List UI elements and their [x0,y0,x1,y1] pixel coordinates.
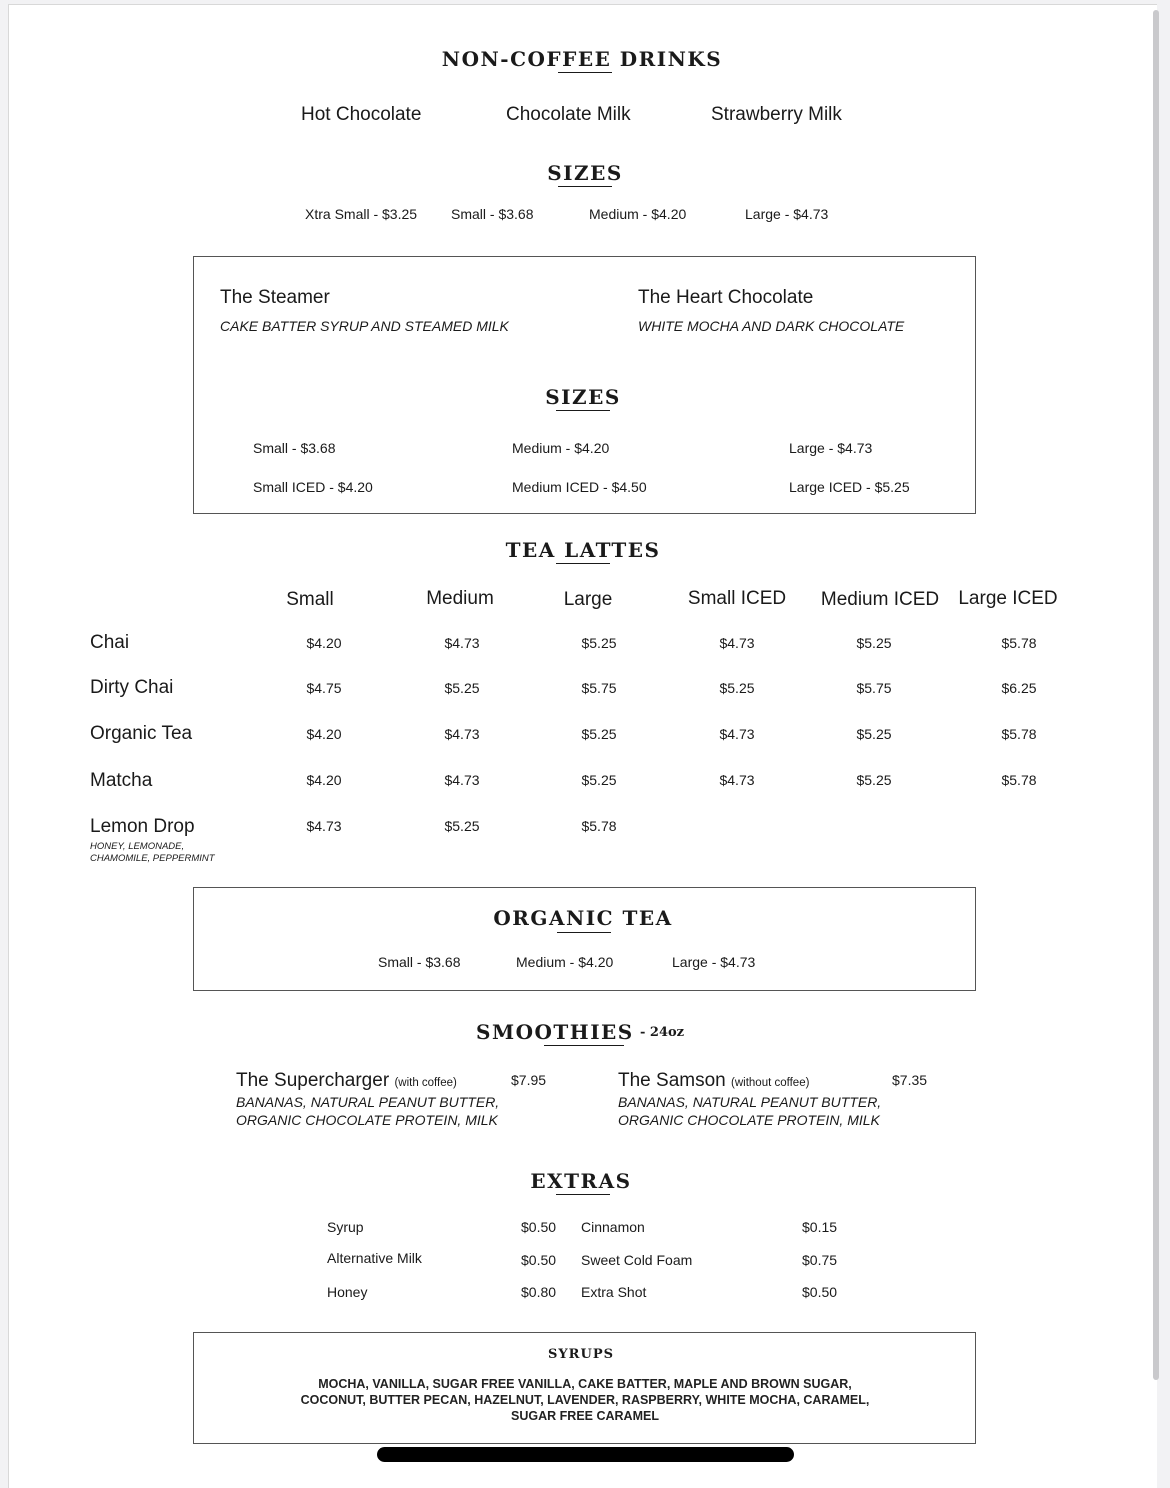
tea-price: $5.75 [856,680,892,696]
title-underline [558,186,612,187]
special-size-medium-iced: Medium ICED - $4.50 [512,479,647,495]
organic-tea-box [193,887,976,991]
special-heart-chocolate-name: The Heart Chocolate [638,287,814,308]
extra-price: $0.50 [521,1252,557,1268]
smoothie-desc-line2: ORGANIC CHOCOLATE PROTEIN, MILK [618,1112,880,1128]
syrups-line2: COCONUT, BUTTER PECAN, HAZELNUT, LAVENDER, RASPBERRY, WHITE MOCHA, CARAMEL, [300,1393,870,1407]
organic-tea-title: ORGANIC TEA [493,906,673,930]
tea-row-name: Organic Tea [90,723,193,744]
specials-sizes-title: SIZES [545,385,621,409]
tea-price: $4.20 [306,726,342,742]
extra-name: Cinnamon [581,1219,645,1235]
smoothies-size: - 24oz [640,1025,685,1040]
size-large: Large - $4.73 [745,206,829,222]
smoothie-desc-line2: ORGANIC CHOCOLATE PROTEIN, MILK [236,1112,498,1128]
tea-price: $5.25 [581,772,617,788]
title-underline [556,1194,610,1195]
tea-price: $4.73 [719,726,755,742]
tea-price: $5.78 [1001,726,1037,742]
smoothie-name: The Supercharger [236,1070,390,1091]
title-underline [556,563,610,564]
tea-price: $5.75 [581,680,617,696]
scrollbar[interactable] [1153,10,1159,1380]
extra-price: $0.50 [802,1284,838,1300]
smoothie-desc-line1: BANANAS, NATURAL PEANUT BUTTER, [236,1094,500,1110]
drink-chocolate-milk: Chocolate Milk [506,104,631,125]
smoothie-samson [618,1070,809,1092]
smoothie-desc-line1: BANANAS, NATURAL PEANUT BUTTER, [618,1094,882,1110]
tea-lattes-title: TEA LATTES [505,538,661,562]
extra-name: Alternative Milk [327,1250,422,1266]
col-header-small-iced: Small ICED [687,588,787,609]
special-size-medium: Medium - $4.20 [512,440,610,456]
special-steamer-name: The Steamer [220,287,330,308]
col-header-medium: Medium [426,588,494,609]
title-underline [544,1045,624,1046]
smoothie-price: $7.95 [511,1072,547,1088]
tea-row-name: Chai [90,632,130,653]
special-size-large: Large - $4.73 [789,440,873,456]
tea-price: $4.20 [306,635,342,651]
col-header-medium-iced: Medium ICED [820,589,940,610]
col-header-large: Large [563,589,613,610]
tea-price: $5.78 [581,818,617,834]
extra-price: $0.80 [521,1284,557,1300]
tea-price: $5.25 [719,680,755,696]
extra-price: $0.75 [802,1252,838,1268]
tea-row-name: Lemon Drop [90,816,195,837]
special-size-small-iced: Small ICED - $4.20 [253,479,373,495]
size-medium: Medium - $4.20 [589,206,687,222]
non-coffee-title: NON-COFFEE DRINKS [441,47,723,71]
tea-price: $4.73 [444,726,480,742]
drink-strawberry-milk: Strawberry Milk [711,104,842,125]
extra-name: Extra Shot [581,1284,647,1300]
extra-price: $0.15 [802,1219,838,1235]
smoothie-note: (with coffee) [394,1077,457,1089]
col-header-large-iced: Large ICED [958,588,1058,609]
home-indicator[interactable] [377,1447,794,1462]
size-small: Small - $3.68 [451,206,534,222]
smoothie-price: $7.35 [892,1072,928,1088]
special-size-large-iced: Large ICED - $5.25 [789,479,910,495]
tea-price: $5.25 [856,726,892,742]
tea-price: $5.25 [444,818,480,834]
title-underline [558,72,612,73]
lemon-drop-note-2: CHAMOMILE, PEPPERMINT [90,853,215,864]
special-steamer-desc: CAKE BATTER SYRUP AND STEAMED MILK [220,318,509,334]
tea-price: $5.25 [444,680,480,696]
sizes-title: SIZES [547,161,623,185]
size-xtra-small: Xtra Small - $3.25 [305,206,418,222]
smoothie-note: (without coffee) [731,1077,810,1089]
title-underline [556,410,610,411]
syrups-title: SYRUPS [548,1347,614,1362]
tea-row-name: Matcha [90,770,153,791]
tea-price: $4.75 [306,680,342,696]
drink-hot-chocolate: Hot Chocolate [301,104,422,125]
tea-price: $5.78 [1001,772,1037,788]
syrups-line1: MOCHA, VANILLA, SUGAR FREE VANILLA, CAKE BATTER, MAPLE AND BROWN SUGAR, [318,1377,852,1391]
smoothies-title: SMOOTHIES [476,1020,634,1044]
organic-size-large: Large - $4.73 [672,954,756,970]
tea-price: $5.25 [856,772,892,788]
tea-price: $4.73 [444,635,480,651]
syrups-line3: SUGAR FREE CARAMEL [511,1409,659,1423]
tea-price: $4.73 [306,818,342,834]
smoothie-supercharger [236,1070,457,1092]
tea-price: $4.73 [719,772,755,788]
lemon-drop-note-1: HONEY, LEMONADE, [90,841,185,852]
extra-price: $0.50 [521,1219,557,1235]
special-size-small: Small - $3.68 [253,440,336,456]
tea-price: $5.25 [581,635,617,651]
extra-name: Syrup [327,1219,364,1235]
organic-size-small: Small - $3.68 [378,954,461,970]
col-header-small: Small [286,589,334,610]
special-heart-chocolate-desc: WHITE MOCHA AND DARK CHOCOLATE [638,318,905,334]
tea-price: $6.25 [1001,680,1037,696]
tea-price: $4.73 [444,772,480,788]
organic-size-medium: Medium - $4.20 [516,954,614,970]
tea-price: $4.20 [306,772,342,788]
tea-price: $5.25 [856,635,892,651]
title-underline [557,932,611,933]
extra-name: Honey [327,1284,368,1300]
smoothie-name: The Samson [618,1070,726,1091]
extra-name: Sweet Cold Foam [581,1252,693,1268]
tea-price: $5.25 [581,726,617,742]
tea-price: $4.73 [719,635,755,651]
tea-row-name: Dirty Chai [90,677,174,698]
tea-price: $5.78 [1001,635,1037,651]
extras-title: EXTRAS [530,1169,632,1193]
